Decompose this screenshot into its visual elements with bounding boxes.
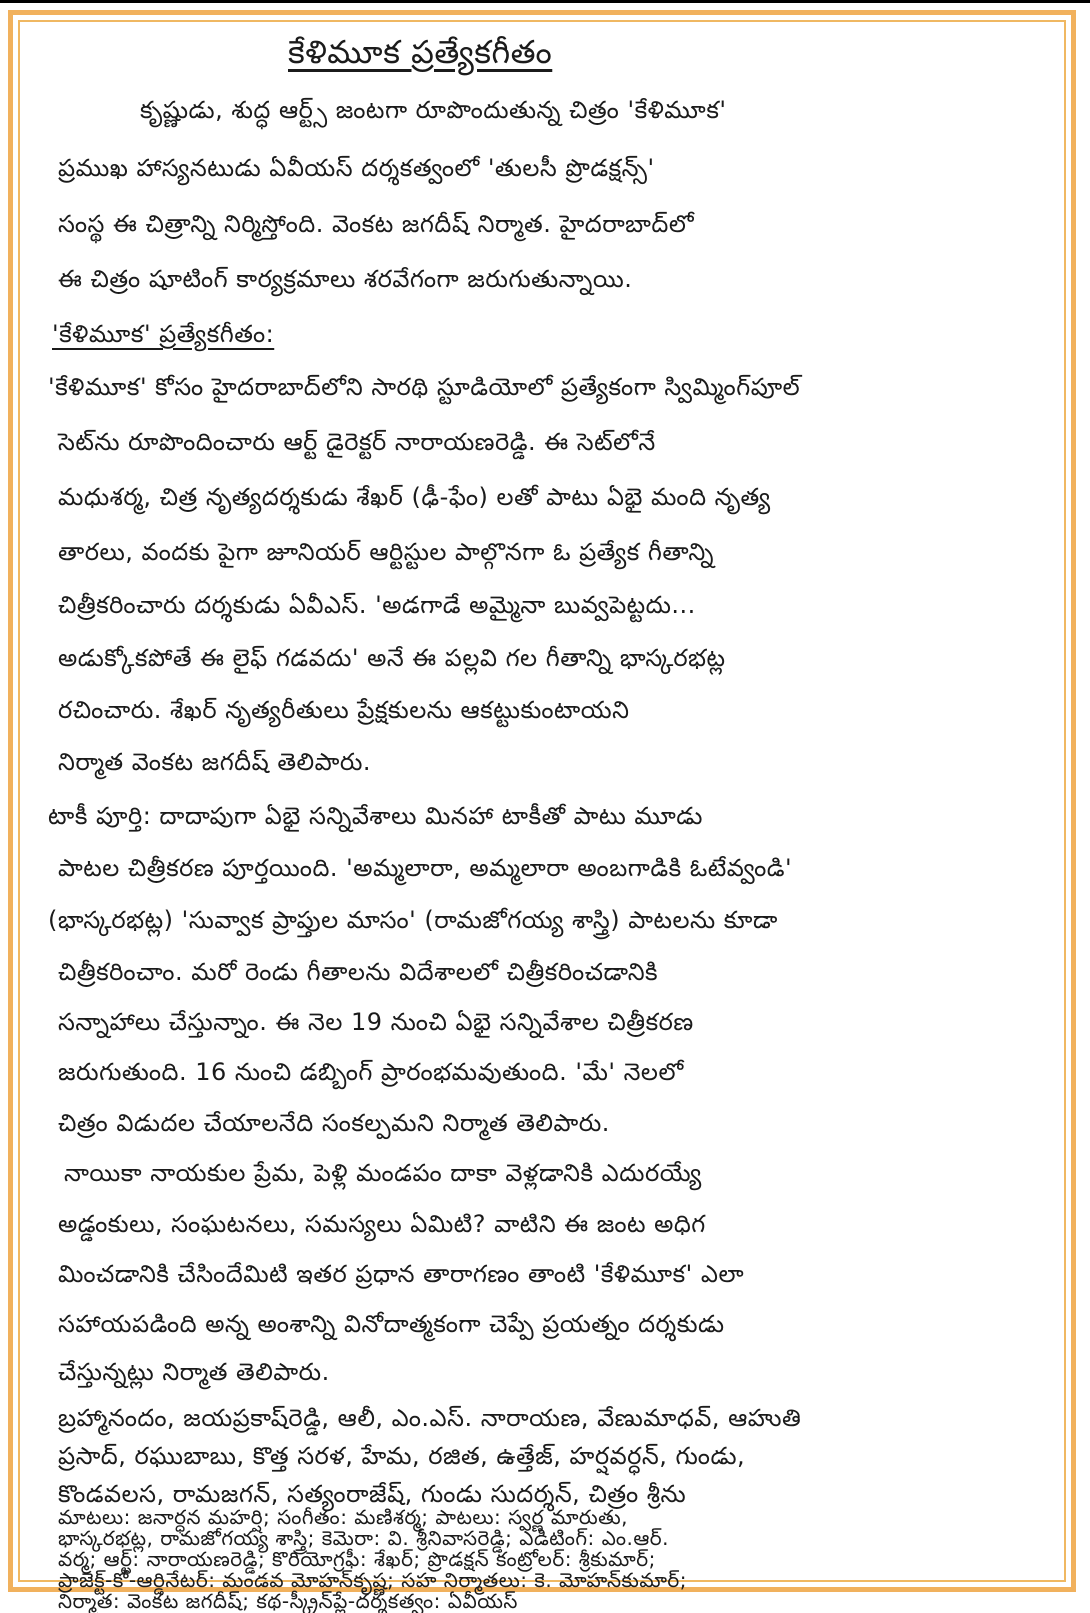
text-line: కృష్ణుడు, శుద్ధ ఆర్ట్స్ జంటగా రూపొందుతున్న చిత్రం 'కేళిమూక' bbox=[140, 96, 727, 124]
text-line: సంస్థ ఈ చిత్రాన్ని నిర్మిస్తోంది. వెంకట జగదీష్ నిర్మాత. హైదరాబాద్‌లో bbox=[58, 210, 695, 238]
handwritten-press-note bbox=[40, 22, 1050, 1613]
text-line: రచించారు. శేఖర్ నృత్యరీతులు ప్రేక్షకులను ఆకట్టుకుంటాయని bbox=[58, 696, 630, 724]
text-line: సన్నాహాలు చేస్తున్నాం. ఈ నెల 19 నుంచి ఏభై సన్నివేశాల చిత్రీకరణ bbox=[58, 1008, 694, 1036]
page-top-rule bbox=[0, 0, 1090, 3]
text-line: అడ్డంకులు, సంఘటనలు, సమస్యలు ఏమిటి? వాటిని ఈ జంట అధిగ bbox=[58, 1210, 706, 1238]
text-line: నాయికా నాయకుల ప్రేమ, పెళ్లి మండపం దాకా వెళ్లడానికి ఎదురయ్యే bbox=[64, 1159, 702, 1187]
text-line: చిత్రీకరించాం. మరో రెండు గీతాలను విదేశాలలో చిత్రీకరించడానికి bbox=[58, 958, 659, 986]
text-line: సెట్‌ను రూపొందించారు ఆర్ట్ డైరెక్టర్ నారాయణరెడ్డి. ఈ సెట్‌లోనే bbox=[58, 428, 656, 456]
credits-line: భాస్కరభట్ల, రామజోగయ్య శాస్త్రి; కెమెరా: వి. శ్రీనివాసరెడ్డి; ఎడిటింగ్: ఎం.ఆర్. bbox=[58, 1526, 670, 1550]
text-line: ఈ చిత్రం షూటింగ్ కార్యక్రమాలు శరవేగంగా జరుగుతున్నాయి. bbox=[58, 265, 633, 293]
credits-line: వర్మ; ఆర్ట్: నారాయణరెడ్డి; కొరియోగ్రఫీ: శేఖర్; ప్రొడక్షన్ కంట్రోలర్: శ్రీకుమార్; bbox=[58, 1547, 656, 1571]
text-line: చిత్రీకరించారు దర్శకుడు ఏవీఎస్. 'అడగాడే అమ్మైనా బువ్వపెట్టదు... bbox=[58, 591, 696, 619]
text-line: పాటల చిత్రీకరణ పూర్తయింది. 'అమ్మలారా, అమ్మలారా అంబగాడికి ఓటేవ్వండి' bbox=[58, 854, 793, 882]
text-line: మించడానికి చేసిందేమిటి ఇతర ప్రధాన తారాగణం తాంటి 'కేళిమూక' ఎలా bbox=[58, 1260, 745, 1288]
text-line: ప్రముఖ హాస్యనటుడు ఏవీయస్ దర్శకత్వంలో 'తులసీ ప్రొడక్షన్స్' bbox=[58, 154, 655, 182]
section-heading: 'కేళిమూక' ప్రత్యేకగీతం: bbox=[52, 320, 275, 348]
text-line: చిత్రం విడుదల చేయాలనేది సంకల్పమని నిర్మాత తెలిపారు. bbox=[58, 1109, 610, 1137]
text-line: అడుక్కోకపోతే ఈ లైఫ్ గడవదు' అనే ఈ పల్లవి గల గీతాన్ని భాస్కరభట్ల bbox=[58, 644, 726, 672]
text-line: సహాయపడింది అన్న అంశాన్ని వినోదాత్మకంగా చెప్పే ప్రయత్నం దర్శకుడు bbox=[58, 1310, 725, 1338]
cast-line: బ్రహ్మానందం, జయప్రకాష్‌రెడ్డి, ఆలీ, ఎం.ఎస్. నారాయణ, వేణుమాధవ్, ఆహుతి bbox=[58, 1404, 802, 1432]
text-line: తారలు, వందకు పైగా జూనియర్ ఆర్టిస్టుల పాల్గొనగా ఓ ప్రత్యేక గీతాన్ని bbox=[58, 538, 714, 566]
cast-line: కొండవలస, రామజగన్, సత్యంరాజేష్, గుండు సుదర్శన్, చిత్రం శ్రీను bbox=[58, 1480, 687, 1508]
credits-line: మాటలు: జనార్ధన మహర్షి; సంగీతం: మణిశర్మ; పాటలు: స్వర్ణ మారుతు, bbox=[58, 1505, 629, 1529]
credits-line: ప్రాజెక్ట్-కో-ఆర్డినేటర్: మండవ మోహన్‌కృష్ణ; సహ నిర్మాతలు: కె. మోహన్‌కుమార్; bbox=[58, 1568, 688, 1592]
text-line: మధుశర్మ, చిత్ర నృత్యదర్శకుడు శేఖర్ (ఢీ-ఫేం) లతో పాటు ఏభై మంది నృత్య bbox=[58, 483, 771, 511]
text-line: టాకీ పూర్తి: దాదాపుగా ఏభై సన్నివేశాలు మినహా టాకీతో పాటు మూడు bbox=[48, 802, 703, 830]
cast-line: ప్రసాద్, రఘుబాబు, కొత్త సరళ, హేమ, రజిత, ఉత్తేజ్, హర్షవర్ధన్, గుండు, bbox=[58, 1442, 746, 1470]
text-line: జరుగుతుంది. 16 నుంచి డబ్బింగ్ ప్రారంభమవుతుంది. 'మే' నెలలో bbox=[58, 1058, 684, 1086]
text-line: (భాస్కరభట్ల) 'సువ్వాక ప్రాప్తుల మాసం' (రామజోగయ్య శాస్త్రి) పాటలను కూడా bbox=[48, 906, 778, 934]
text-line: 'కేళిమూక' కోసం హైదరాబాద్‌లోని సారథి స్టూడియోలో ప్రత్యేకంగా స్విమ్మింగ్‌పూల్ bbox=[48, 373, 801, 401]
text-line: నిర్మాత వెంకట జగదీష్ తెలిపారు. bbox=[58, 748, 372, 776]
page-title: కేళిమూక ప్రత్యేకగీతం bbox=[288, 33, 553, 71]
text-line: చేస్తున్నట్లు నిర్మాత తెలిపారు. bbox=[58, 1358, 330, 1386]
credits-line: నిర్మాత: వెంకట జగదీష్; కథ-స్క్రీన్‌ప్లే-దర్శకత్వం: ఏవీయస్ bbox=[58, 1589, 518, 1613]
